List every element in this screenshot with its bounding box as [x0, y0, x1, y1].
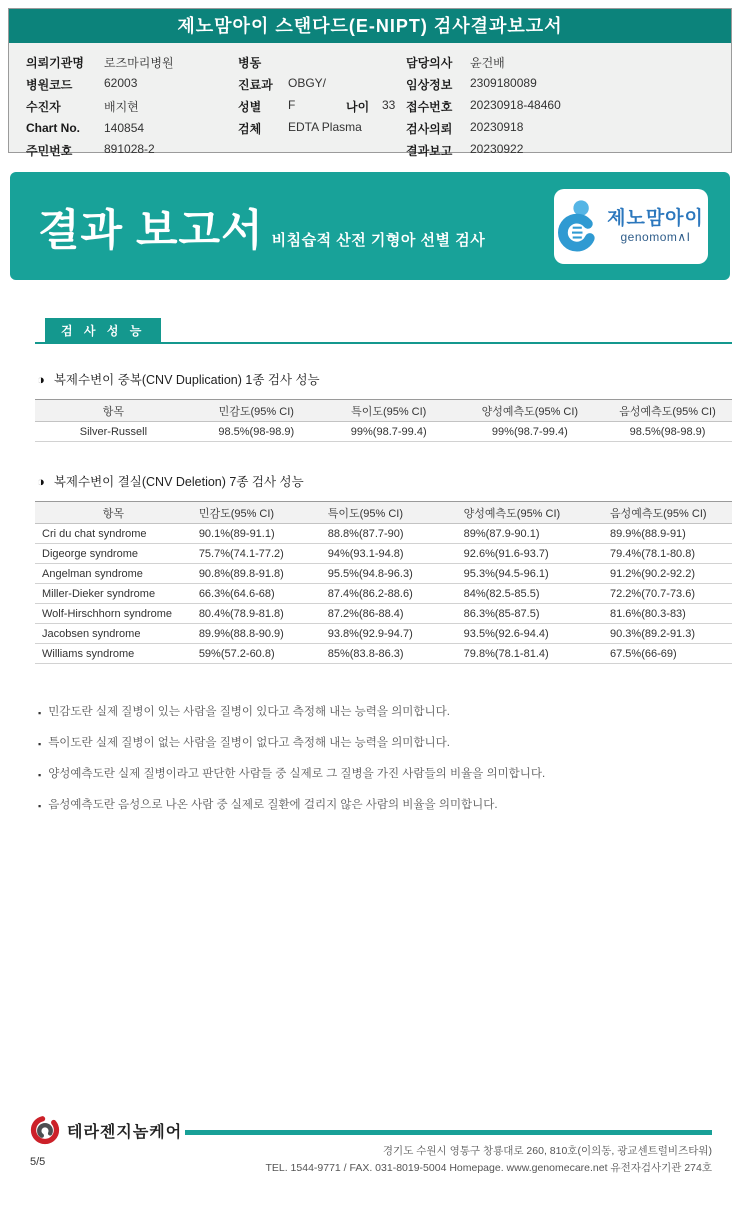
table-cell: 95.5%(94.8-96.3) — [321, 564, 457, 584]
table-cell: Wolf-Hirschhorn syndrome — [35, 604, 192, 624]
table-cell: 90.8%(89.8-91.8) — [192, 564, 321, 584]
table-cell: 66.3%(64.6-68) — [192, 584, 321, 604]
info-row — [238, 117, 406, 139]
address-line-2: TEL. 1544-9771 / FAX. 031-8019-5004 Homepage. www.genomecare.net 유전자검사기관 274호 — [265, 1162, 712, 1174]
patient-info-panel — [9, 43, 731, 161]
note-text: 특이도란 실제 질병이 없는 사람을 질병이 없다고 측정해 내는 능력을 의미합니다. — [48, 737, 450, 749]
field-value: 33 — [382, 97, 396, 112]
caption-text: 복제수변이 결실(CNV Deletion) 7종 검사 성능 — [53, 475, 304, 489]
genomom-mother-dna-icon — [558, 199, 600, 255]
table-row — [35, 524, 732, 544]
table-cell: 99%(98.7-99.4) — [457, 422, 603, 442]
column-header: 특이도(95% CI) — [321, 400, 457, 422]
half-circle-bullet-icon: ◑ — [37, 473, 45, 489]
table-cell: 79.8%(78.1-81.4) — [457, 644, 603, 664]
info-field — [406, 76, 537, 93]
info-field — [346, 98, 395, 115]
info-field — [26, 76, 162, 93]
field-label: 병원코드 — [26, 77, 73, 92]
table-cell: 87.2%(86-88.4) — [321, 604, 457, 624]
table-cell: 90.1%(89-91.1) — [192, 524, 321, 544]
table-row — [35, 544, 732, 564]
square-bullet-icon: ▪ — [38, 801, 42, 811]
page-number: 5/5 — [30, 1156, 46, 1168]
table-row — [35, 422, 732, 442]
report-header-block — [8, 8, 732, 158]
table-cell: Williams syndrome — [35, 644, 192, 664]
table-header-row — [35, 400, 732, 422]
field-value: F — [288, 97, 296, 112]
info-field — [238, 54, 346, 71]
company-name: 테라젠지놈케어 — [67, 1123, 183, 1141]
table-cell: 86.3%(85-87.5) — [457, 604, 603, 624]
banner-subtitle: 비침습적 산전 기형아 선별 검사 — [271, 232, 486, 249]
info-row — [238, 95, 406, 117]
field-value: 20230918 — [470, 119, 524, 134]
field-label: 임상정보 — [406, 77, 453, 92]
table-cell: 94%(93.1-94.8) — [321, 544, 457, 564]
patient-info-column-right — [406, 51, 731, 161]
field-label: 결과보고 — [406, 143, 453, 158]
field-value: 로즈마리병원 — [104, 55, 174, 70]
cnv-duplication-caption — [37, 370, 732, 388]
column-header: 양성예측도(95% CI) — [457, 502, 603, 524]
table-cell: 87.4%(86.2-88.6) — [321, 584, 457, 604]
note-item — [35, 737, 732, 751]
info-row — [26, 73, 238, 95]
field-value: 140854 — [104, 121, 145, 135]
info-row — [26, 51, 238, 73]
field-label: 접수번호 — [406, 99, 453, 114]
address-line-1: 경기도 수원시 영통구 창룡대로 260, 810호(이의동, 광교센트럴비즈타워) — [382, 1145, 712, 1157]
report-footer — [30, 1115, 712, 1185]
field-value — [288, 54, 346, 71]
info-field — [26, 54, 174, 71]
info-field — [406, 142, 528, 159]
field-label: 검사의뢰 — [406, 121, 453, 136]
field-value: EDTA Plasma — [288, 119, 362, 134]
field-value: 891028-2 — [104, 141, 155, 156]
table-cell: 89.9%(88.9-91) — [603, 524, 732, 544]
banner-title-row — [38, 197, 485, 258]
info-row — [238, 73, 406, 95]
table-cell: 93.5%(92.6-94.4) — [457, 624, 603, 644]
info-field — [238, 76, 346, 93]
info-field — [238, 120, 362, 137]
table-cell: 90.3%(89.2-91.3) — [603, 624, 732, 644]
genomom-logo-box — [554, 189, 708, 264]
column-header: 항목 — [35, 502, 192, 524]
table-row — [35, 564, 732, 584]
field-label: 병동 — [238, 55, 262, 70]
table-cell: 92.6%(91.6-93.7) — [457, 544, 603, 564]
result-banner — [10, 172, 730, 280]
table-cell: 88.8%(87.7-90) — [321, 524, 457, 544]
table-cell: 98.5%(98-98.9) — [603, 422, 732, 442]
section-header-rule — [35, 318, 732, 344]
note-text: 음성예측도란 음성으로 나온 사람 중 실제로 질환에 걸리지 않은 사람의 비율을 의미합니다. — [48, 799, 498, 811]
table-cell: 85%(83.8-86.3) — [321, 644, 457, 664]
column-header: 민감도(95% CI) — [192, 400, 321, 422]
definition-notes — [35, 706, 732, 813]
theragen-logo-row — [30, 1115, 182, 1145]
table-cell: 81.6%(80.3-83) — [603, 604, 732, 624]
square-bullet-icon: ▪ — [38, 770, 42, 780]
info-field — [406, 54, 528, 71]
field-value: OBGY/ — [288, 75, 327, 90]
square-bullet-icon: ▪ — [38, 708, 42, 718]
patient-info-column-middle — [238, 51, 406, 161]
table-cell: 93.8%(92.9-94.7) — [321, 624, 457, 644]
note-item — [35, 799, 732, 813]
table-cell: 72.2%(70.7-73.6) — [603, 584, 732, 604]
note-item — [35, 706, 732, 720]
field-value: 20230922 — [470, 141, 524, 156]
table-cell: 79.4%(78.1-80.8) — [603, 544, 732, 564]
info-row — [26, 95, 238, 117]
table-row — [35, 584, 732, 604]
table-cell: Jacobsen syndrome — [35, 624, 192, 644]
column-header: 음성예측도(95% CI) — [603, 502, 732, 524]
caption-text: 복제수변이 중복(CNV Duplication) 1종 검사 성능 — [53, 373, 320, 387]
footer-divider-line — [185, 1130, 712, 1135]
table-cell: 99%(98.7-99.4) — [321, 422, 457, 442]
table-row — [35, 604, 732, 624]
info-row — [26, 117, 238, 139]
info-field — [26, 121, 162, 135]
info-field — [26, 142, 162, 159]
banner-title: 결과 보고서 — [38, 207, 264, 255]
genomom-logo-text — [607, 209, 704, 244]
note-item — [35, 768, 732, 782]
field-value: 배지현 — [104, 99, 139, 114]
report-title: 제노맘아이 스탠다드(E-NIPT) 검사결과보고서 — [9, 9, 731, 43]
section-tab-test-performance: 검 사 성 능 — [45, 318, 161, 342]
performance-table — [35, 501, 732, 664]
theragen-g-ring-icon — [30, 1115, 60, 1145]
field-label: 성별 — [238, 99, 262, 114]
column-header: 항목 — [35, 400, 192, 422]
table-cell: 84%(82.5-85.5) — [457, 584, 603, 604]
patient-info-column-left — [26, 51, 238, 161]
table-cell: 91.2%(90.2-92.2) — [603, 564, 732, 584]
field-label: 진료과 — [238, 77, 273, 92]
table-row — [35, 644, 732, 664]
square-bullet-icon: ▪ — [38, 739, 42, 749]
table-cell: 80.4%(78.9-81.8) — [192, 604, 321, 624]
table-cell: 95.3%(94.5-96.1) — [457, 564, 603, 584]
info-row — [238, 51, 406, 73]
field-value: 62003 — [104, 75, 138, 90]
field-label: 나이 — [346, 99, 370, 114]
table-cell: 59%(57.2-60.8) — [192, 644, 321, 664]
note-text: 민감도란 실제 질병이 있는 사람을 질병이 있다고 측정해 내는 능력을 의미합니다. — [48, 706, 450, 718]
cnv-duplication-table — [35, 399, 732, 442]
table-cell: 67.5%(66-69) — [603, 644, 732, 664]
field-label: 의뢰기관명 — [26, 55, 84, 70]
table-cell: 98.5%(98-98.9) — [192, 422, 321, 442]
table-cell: Angelman syndrome — [35, 564, 192, 584]
table-cell: 89%(87.9-90.1) — [457, 524, 603, 544]
info-field — [26, 98, 162, 115]
field-label: Chart No. — [26, 121, 80, 135]
genomom-logo-english: genomom∧I — [620, 230, 691, 245]
genomom-logo-korean: 제노맘아이 — [607, 208, 704, 230]
column-header: 특이도(95% CI) — [321, 502, 457, 524]
table-cell: Cri du chat syndrome — [35, 524, 192, 544]
info-field — [238, 98, 346, 115]
field-label: 주민번호 — [26, 143, 73, 158]
field-label: 담당의사 — [406, 55, 453, 70]
info-row — [406, 117, 731, 139]
field-value: 20230918-48460 — [470, 97, 561, 112]
table-cell: 75.7%(74.1-77.2) — [192, 544, 321, 564]
field-value: 윤건배 — [470, 55, 505, 70]
cnv-deletion-table — [35, 501, 732, 664]
info-row — [26, 139, 238, 161]
note-text: 양성예측도란 실제 질병이라고 판단한 사람들 중 실제로 그 질병을 가진 사람들의 비율을 의미합니다. — [48, 768, 546, 780]
table-cell: Silver-Russell — [35, 422, 192, 442]
table-cell: 89.9%(88.8-90.9) — [192, 624, 321, 644]
column-header: 민감도(95% CI) — [192, 502, 321, 524]
table-row — [35, 624, 732, 644]
field-label: 검체 — [238, 121, 262, 136]
column-header: 양성예측도(95% CI) — [457, 400, 603, 422]
report-content — [35, 318, 732, 830]
info-row — [406, 51, 731, 73]
half-circle-bullet-icon: ◑ — [37, 371, 45, 387]
table-cell: Miller-Dieker syndrome — [35, 584, 192, 604]
performance-table — [35, 399, 732, 442]
info-row — [406, 73, 731, 95]
field-value: 2309180089 — [470, 75, 537, 90]
table-header-row — [35, 502, 732, 524]
info-field — [406, 98, 561, 115]
footer-address — [265, 1143, 712, 1177]
info-row — [406, 139, 731, 161]
column-header: 음성예측도(95% CI) — [603, 400, 732, 422]
info-row — [406, 95, 731, 117]
cnv-deletion-caption — [37, 472, 732, 490]
field-label: 수진자 — [26, 99, 61, 114]
info-field — [406, 120, 528, 137]
table-cell: Digeorge syndrome — [35, 544, 192, 564]
